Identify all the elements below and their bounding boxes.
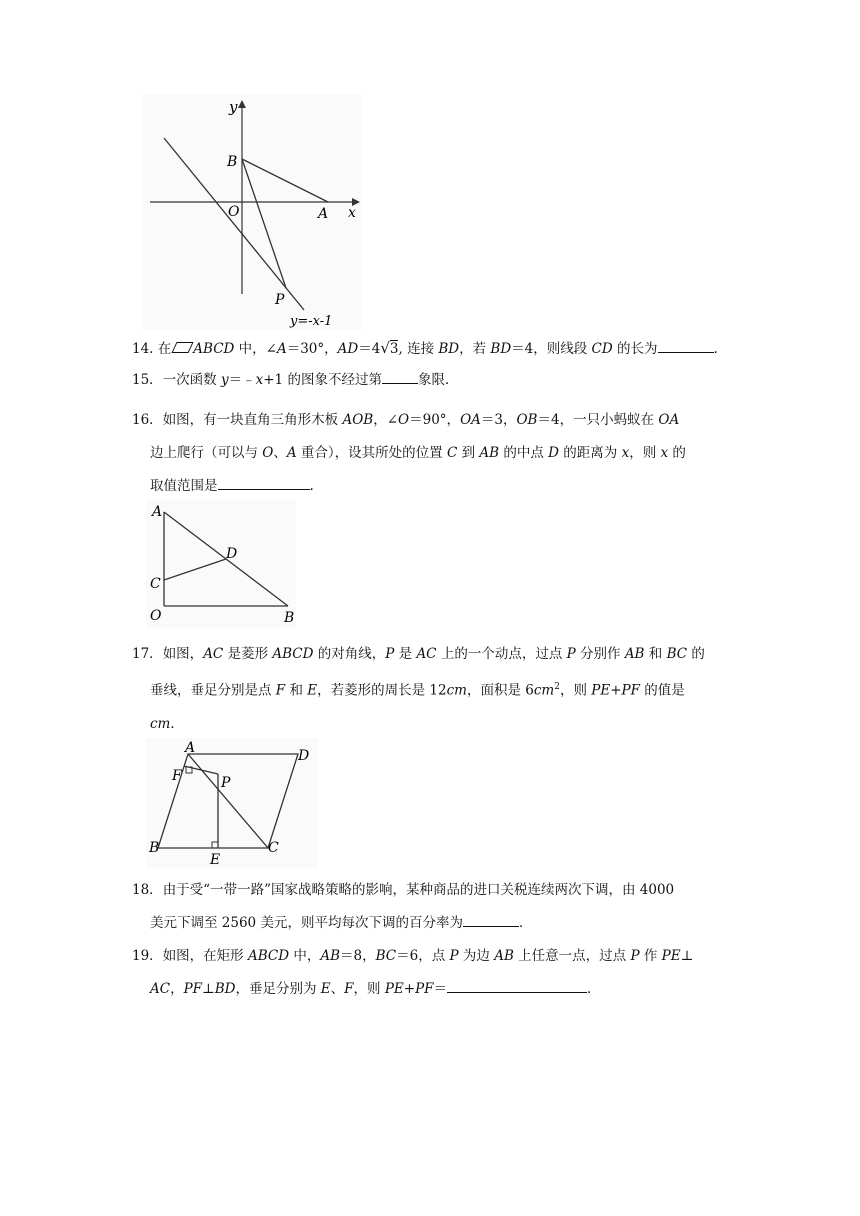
label-o: O (150, 608, 162, 624)
question-number: 15． (132, 372, 163, 388)
label-b: B (227, 154, 238, 170)
superscript: 2 (554, 682, 560, 692)
math-var: P (566, 646, 576, 662)
sqrt-radicand: 3 (389, 341, 399, 357)
label-p: P (221, 775, 231, 791)
text: 作 (639, 948, 662, 964)
math-var: y (220, 372, 229, 388)
math-var: P (630, 948, 640, 964)
math-var: A (276, 341, 287, 357)
label-e: E (210, 852, 221, 868)
question-17 (132, 638, 732, 741)
math-var: AC (416, 646, 437, 662)
text: ＝3， (480, 412, 517, 428)
math-var: BD (490, 341, 512, 357)
math-var: ABCD (247, 948, 290, 964)
text: +1 的图象不经过第 (263, 372, 382, 388)
math-var: F (344, 981, 354, 997)
label-p: P (275, 292, 285, 308)
text: ． (587, 981, 601, 997)
text: 的对角线， (313, 646, 386, 662)
text: ，若菱形的周长是 12 (317, 682, 447, 699)
math-var: O (262, 445, 274, 461)
text: 的 (668, 445, 686, 461)
label-c: C (268, 840, 279, 856)
math-var: AB (479, 445, 500, 461)
text: ，则 (559, 682, 592, 699)
math-var: PE (661, 948, 681, 964)
question-number: 18． (132, 882, 163, 898)
line-1 (132, 404, 732, 437)
text: ，垂足分别为 (235, 981, 321, 997)
answer-blank[interactable] (447, 979, 587, 993)
label-d: D (298, 748, 310, 764)
question-18 (132, 874, 732, 940)
text: ⊥ (680, 948, 694, 964)
text: 、 (273, 445, 287, 461)
text: 如图，在矩形 (162, 948, 248, 964)
text: ＝4，则线段 (511, 341, 592, 357)
label-a: A (185, 740, 196, 756)
text: 取值范围是 (150, 478, 218, 494)
text: 如图，有一块直角三角形木板 (162, 412, 343, 428)
text: ＝﹣ (228, 372, 256, 388)
answer-blank[interactable] (658, 339, 714, 353)
text: 中，∠ (234, 341, 277, 357)
text: 在 (157, 341, 172, 357)
answer-blank[interactable] (218, 476, 310, 490)
unit: cm (533, 682, 555, 699)
math-var: BD (438, 341, 460, 357)
text: . (309, 478, 314, 494)
text: , 连接 (398, 341, 439, 357)
text: ＝4，一只小蚂蚁在 (537, 412, 659, 428)
sqrt-symbol: √ (380, 339, 390, 357)
math-var: E (307, 682, 318, 699)
math-var: A (286, 445, 297, 461)
math-var: PE+PF (591, 682, 640, 699)
label-o: O (228, 204, 240, 220)
math-var: AB (494, 948, 514, 964)
math-var: AOB (342, 412, 374, 428)
math-var: P (449, 948, 459, 964)
text: ⊥ (202, 981, 215, 997)
text: ＝8， (340, 948, 376, 964)
text: 和 (644, 646, 667, 662)
math-var: D (548, 445, 559, 461)
question-number: 14. (132, 341, 154, 357)
math-var: ABCD (193, 341, 235, 357)
line-3 (132, 470, 732, 503)
text: ＝6，点 (396, 948, 450, 964)
figure-q13 (142, 94, 362, 330)
unit: cm (150, 715, 171, 732)
text: 边上爬行（可以与 (150, 445, 263, 461)
text: ，若 (459, 341, 491, 357)
label-f: F (172, 768, 182, 784)
text: ，∠ (373, 412, 399, 428)
text: 由于受“一带一路”国家战略策略的影响，某种商品的进口关税连续两次下调，由 4000 (162, 882, 675, 898)
text: 的距离为 (559, 445, 622, 461)
line-1 (132, 638, 732, 671)
text: 的值是 (639, 682, 685, 699)
text: 上的一个动点，过点 (436, 646, 567, 662)
math-var: OA (460, 412, 481, 428)
math-var: AB (320, 948, 341, 964)
math-var: x (660, 445, 669, 461)
math-var: O (398, 412, 410, 428)
text: 上任意一点，过点 (513, 948, 631, 964)
question-number: 19． (132, 948, 163, 964)
math-var: AB (624, 646, 645, 662)
parallelogram-symbol (172, 342, 194, 353)
label-b: B (149, 840, 160, 856)
text: 到 (457, 445, 480, 461)
text: 是 (394, 646, 417, 662)
text: ． (170, 715, 184, 732)
label-a: A (318, 206, 329, 222)
text: ＝4 (358, 341, 381, 357)
figure-q17 (146, 738, 318, 868)
answer-blank[interactable] (382, 370, 418, 384)
question-16 (132, 404, 732, 503)
math-var: BD (214, 981, 236, 997)
math-var: AC (203, 646, 224, 662)
math-var: CD (591, 341, 613, 357)
text: 象限． (417, 372, 459, 388)
line-1 (132, 940, 732, 973)
text: 的中点 (499, 445, 549, 461)
question-14 (132, 338, 732, 359)
line-1 (132, 874, 732, 907)
text: ＝90°， (409, 412, 461, 428)
label-b: B (284, 610, 295, 626)
text: ＝30°， (286, 341, 338, 357)
text: 是菱形 (223, 646, 273, 662)
math-var: C (446, 445, 458, 461)
math-var: P (385, 646, 395, 662)
text: 如图， (162, 646, 204, 662)
line-3 (132, 708, 732, 741)
question-number: 16． (132, 412, 163, 428)
label-x: x (348, 205, 356, 221)
text: 、 (330, 981, 345, 997)
text: ＝ (433, 981, 448, 997)
math-var: BC (666, 646, 688, 662)
text: 重合），设其所处的位置 (296, 445, 447, 461)
line-2 (132, 973, 732, 1006)
text: 中， (289, 948, 321, 964)
text: 一次函数 (162, 372, 221, 388)
line-2 (132, 437, 732, 470)
text: 分别作 (575, 646, 625, 662)
answer-blank[interactable] (463, 913, 519, 927)
math-var: AD (337, 341, 359, 357)
math-var: OA (658, 412, 680, 428)
math-var: x (255, 372, 264, 388)
line-equation-label: y=-x-1 (290, 314, 333, 329)
text: 的长为 (612, 341, 658, 357)
text: 美元下调至 2560 美元，则平均每次下调的百分率为 (150, 915, 463, 931)
label-y: y (229, 98, 238, 116)
text: 为边 (458, 948, 495, 964)
unit: cm (446, 682, 467, 699)
question-15 (132, 370, 732, 390)
text: ，则 (353, 981, 385, 997)
math-var: PE+PF (384, 981, 434, 997)
line-2 (132, 907, 732, 940)
text: ，则 (629, 445, 661, 461)
math-var: OB (516, 412, 538, 428)
question-number: 17． (132, 646, 163, 662)
text: 和 (285, 682, 308, 699)
line-2 (132, 671, 732, 708)
label-d: D (226, 546, 238, 562)
text: 垂线，垂足分别是点 (150, 682, 276, 699)
question-19 (132, 940, 732, 1006)
text: ，面积是 6 (466, 682, 534, 699)
math-var: PF (183, 981, 203, 997)
math-var: F (275, 682, 286, 699)
text: . (713, 341, 718, 357)
math-var: BC (375, 948, 397, 964)
math-var: x (621, 445, 630, 461)
label-c: C (150, 576, 161, 592)
figure-q16 (146, 500, 296, 628)
text: ． (518, 915, 533, 931)
math-var: AC (150, 981, 171, 997)
label-a: A (152, 504, 163, 520)
text: ， (170, 981, 184, 997)
text: 的 (687, 646, 705, 662)
math-var: ABCD (272, 646, 314, 662)
math-var: E (320, 981, 331, 997)
